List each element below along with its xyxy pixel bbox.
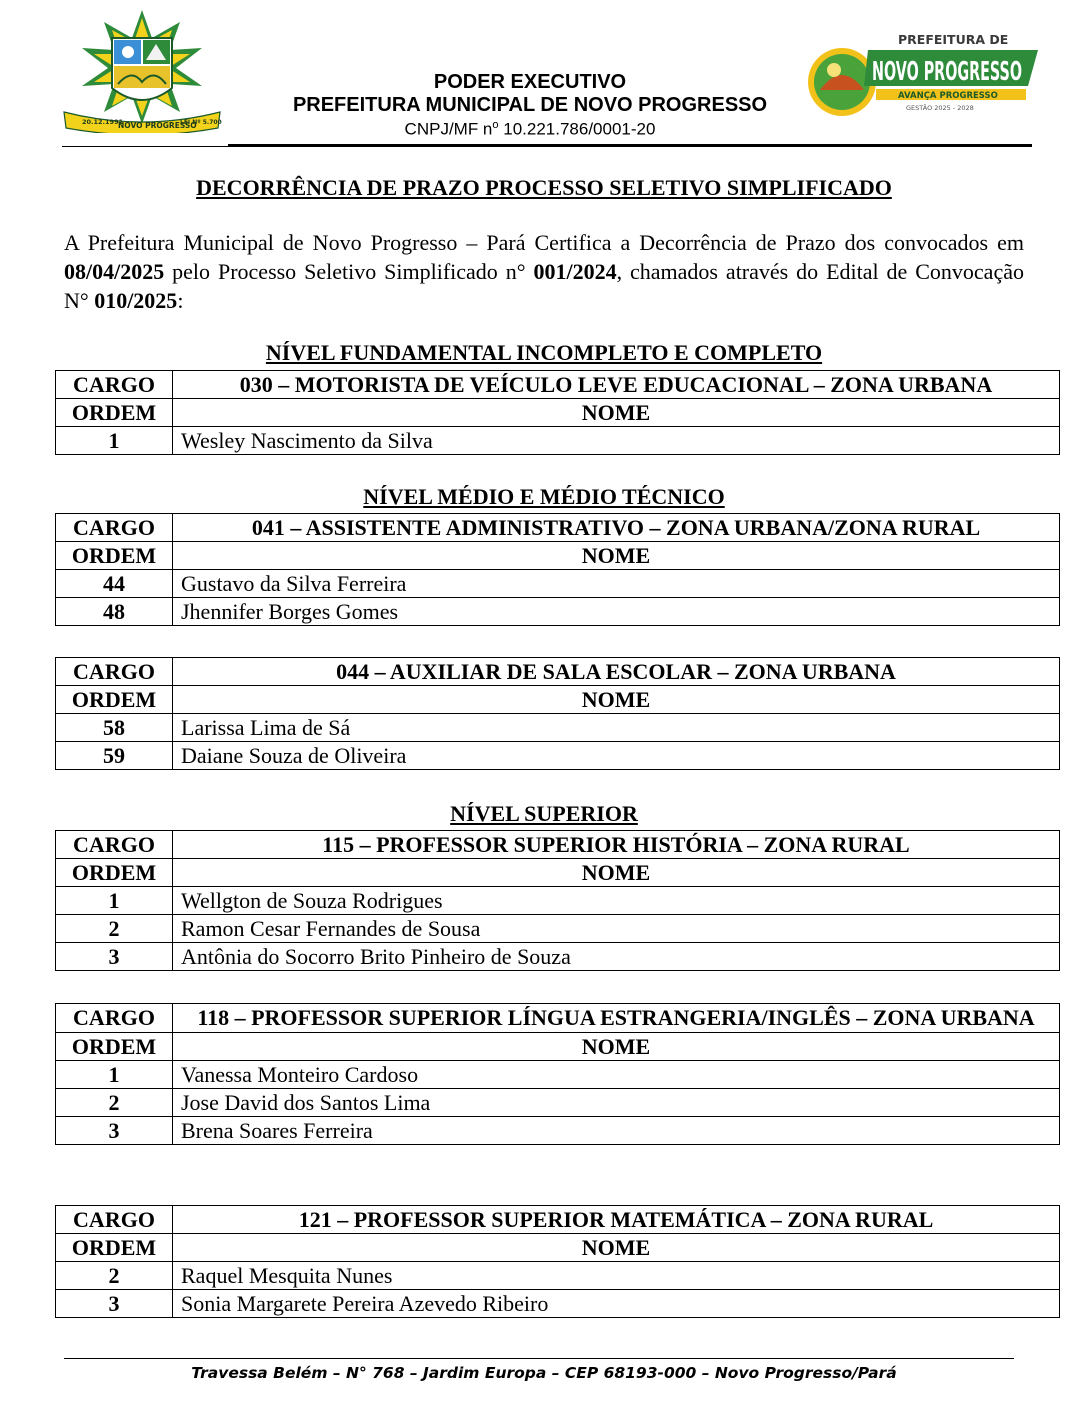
header-rule-thin <box>62 146 230 147</box>
edital-number: 010/2025 <box>94 288 178 313</box>
table-row: 3 Antônia do Socorro Brito Pinheiro de Souza <box>56 943 1060 971</box>
document-title: DECORRÊNCIA DE PRAZO PROCESSO SELETIVO SIMPLIFICADO <box>196 175 892 200</box>
table-row: 3 Brena Soares Ferreira <box>56 1117 1060 1145</box>
table-row: 48 Jhennifer Borges Gomes <box>56 598 1060 626</box>
nome-label: NOME <box>173 1033 1060 1061</box>
table-row: 3 Sonia Margarete Pereira Azevedo Ribeiro <box>56 1290 1060 1318</box>
crest-ribbon-name: NOVO PROGRESSO <box>118 121 197 130</box>
cargo-label: CARGO <box>56 1004 173 1033</box>
table-row: 1 Wellgton de Souza Rodrigues <box>56 887 1060 915</box>
ordem-label: ORDEM <box>56 1033 173 1061</box>
cargo-table-121 <box>55 1205 1060 1318</box>
cargo-name: 115 – PROFESSOR SUPERIOR HISTÓRIA – ZONA RURAL <box>173 831 1060 859</box>
nome-label: NOME <box>173 686 1060 714</box>
cargo-name: 030 – MOTORISTA DE VEÍCULO LEVE EDUCACIONAL – ZONA URBANA <box>173 371 1060 399</box>
section-title-superior: NÍVEL SUPERIOR <box>450 801 638 826</box>
footer-rule <box>64 1358 1014 1359</box>
table-row: 2 Raquel Mesquita Nunes <box>56 1262 1060 1290</box>
table-row: 1 Vanessa Monteiro Cardoso <box>56 1061 1060 1089</box>
cargo-label: CARGO <box>56 1206 173 1234</box>
cargo-table-030 <box>55 370 1060 455</box>
crest-ribbon-date: 20.12.1991 <box>82 118 124 126</box>
brand-logo-slogan: AVANÇA PROGRESSO <box>898 91 998 101</box>
ordem-label: ORDEM <box>56 686 173 714</box>
header-cnpj: CNPJ/MF $n^o$ 10.221.786/0001-20 <box>404 119 656 139</box>
convocation-date: 08/04/2025 <box>64 259 165 284</box>
cargo-table-118 <box>55 1003 1060 1145</box>
table-row: 59 Daiane Souza de Oliveira <box>56 742 1060 770</box>
ordem-label: ORDEM <box>56 859 173 887</box>
header-rule-thick <box>228 144 1032 147</box>
cargo-name: 121 – PROFESSOR SUPERIOR MATEMÁTICA – ZONA RURAL <box>173 1206 1060 1234</box>
brand-logo-term: GESTÃO 2025 - 2028 <box>906 104 974 112</box>
cargo-label: CARGO <box>56 371 173 399</box>
table-row: 58 Larissa Lima de Sá <box>56 714 1060 742</box>
nome-label: NOME <box>173 1234 1060 1262</box>
cargo-label: CARGO <box>56 514 173 542</box>
section-title-medio: NÍVEL MÉDIO E MÉDIO TÉCNICO <box>363 484 725 509</box>
cargo-table-044 <box>55 657 1060 770</box>
table-row: 2 Ramon Cesar Fernandes de Sousa <box>56 915 1060 943</box>
crest-ribbon-law: LEI Nº 5.700 <box>180 119 222 126</box>
table-row: 1 Wesley Nascimento da Silva <box>56 427 1060 455</box>
cargo-table-041 <box>55 513 1060 626</box>
table-row: 44 Gustavo da Silva Ferreira <box>56 570 1060 598</box>
brand-logo-top: PREFEITURA DE <box>898 32 1009 47</box>
nome-label: NOME <box>173 542 1060 570</box>
ordem-label: ORDEM <box>56 1234 173 1262</box>
nome-label: NOME <box>173 399 1060 427</box>
cargo-name: 041 – ASSISTENTE ADMINISTRATIVO – ZONA URBANA/ZONA RURAL <box>173 514 1060 542</box>
cargo-label: CARGO <box>56 658 173 686</box>
cargo-name: 044 – AUXILIAR DE SALA ESCOLAR – ZONA URBANA <box>173 658 1060 686</box>
municipal-crest-logo <box>62 8 222 133</box>
cargo-label: CARGO <box>56 831 173 859</box>
ordem-label: ORDEM <box>56 542 173 570</box>
nome-label: NOME <box>173 859 1060 887</box>
header-power: PODER EXECUTIVO <box>433 71 627 93</box>
prefeitura-brand-logo <box>806 30 1046 130</box>
brand-logo-main: NOVO PROGRESSO <box>872 57 1022 87</box>
cargo-name: 118 – PROFESSOR SUPERIOR LÍNGUA ESTRANGERIA/INGLÊS – ZONA URBANA <box>173 1004 1060 1033</box>
header-municipality: PREFEITURA MUNICIPAL DE NOVO PROGRESSO <box>292 94 768 116</box>
ordem-label: ORDEM <box>56 399 173 427</box>
intro-paragraph: A Prefeitura Municipal de Novo Progresso – Pará Certifica a Decorrência de Prazo dos convocados em 08/04/2025 pelo Processo Seletivo Simplificado n° 001/2024, chamados através do Edital de Convocação N° 010/2025: <box>64 230 1024 313</box>
section-title-fundamental: NÍVEL FUNDAMENTAL INCOMPLETO E COMPLETO <box>265 340 823 365</box>
footer-address: Travessa Belém – N° 768 – Jardim Europa – CEP 68193-000 – Novo Progresso/Pará <box>191 1364 897 1382</box>
process-number: 001/2024 <box>533 259 617 284</box>
cargo-table-115 <box>55 830 1060 971</box>
table-row: 2 Jose David dos Santos Lima <box>56 1089 1060 1117</box>
